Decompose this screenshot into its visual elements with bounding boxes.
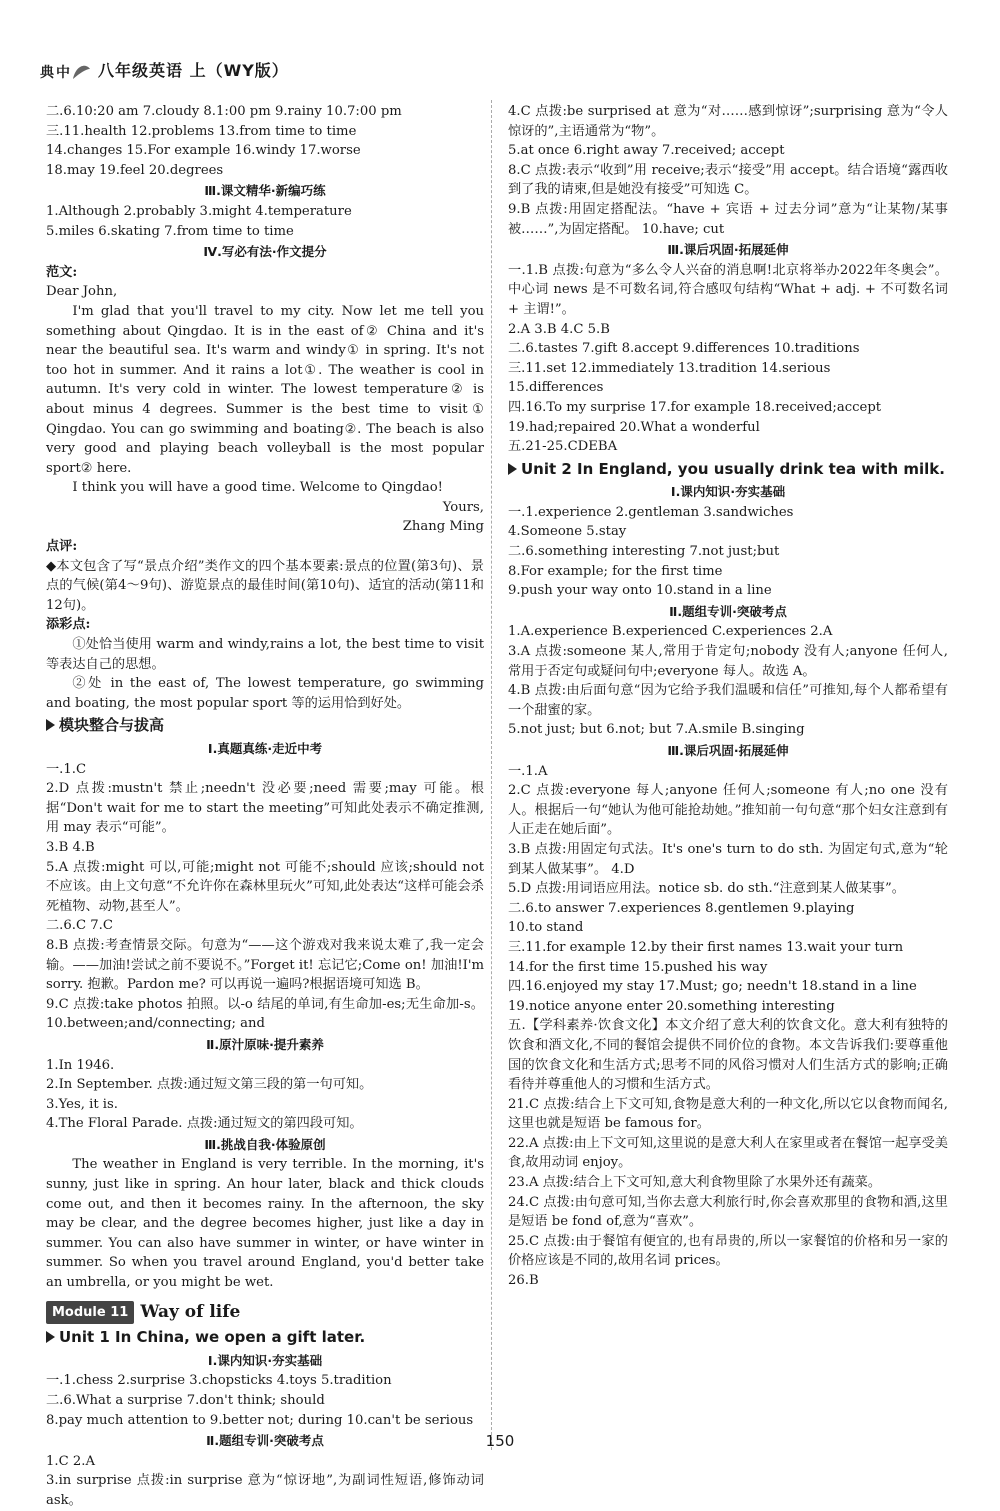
- page-number: 150: [485, 1432, 515, 1450]
- unit-heading-text: Unit 2 In England, you usually drink tea with milk.: [521, 459, 945, 478]
- section-heading: Ⅰ.课内知识·夯实基础: [670, 484, 786, 500]
- answer-line: 19.notice anyone enter 20.something interesting: [508, 998, 835, 1014]
- answer-line: 2.D 点拨:mustn't 禁止;needn't 没必要;need 需要;may 可能。根据“Don't wait for me to start the meeting”可知此处表示不确定推测,用 may 表示“可能”。: [46, 781, 484, 836]
- left-column: [46, 102, 484, 1511]
- answer-line: 10.to stand: [508, 920, 584, 936]
- section-heading: Ⅲ.挑战自我·体验原创: [204, 1136, 326, 1152]
- answer-line: 8.C 点拨:表示“收到”用 receive;表示“接受”用 accept。结合语境“露西收到了我的请柬,但是她没有接受”可知选 C。: [508, 162, 948, 198]
- answer-line: 三.11.set 12.immediately 13.tradition 14.serious: [508, 360, 831, 376]
- essay-signature: Zhang Ming: [402, 519, 484, 535]
- essay-closing: Yours,: [442, 499, 484, 515]
- section-heading: Ⅱ.原汁原味·提升素养: [206, 1036, 324, 1052]
- unit-heading: [46, 1328, 484, 1348]
- highlight-label: 添彩点:: [46, 617, 91, 633]
- section-heading: Ⅲ.课后巩固·拓展延伸: [667, 743, 789, 758]
- answer-line: 2.C 点拨:everyone 每人;anyone 任何人;someone 有人;no one 没有人。根据后一句“她认为他可能抢劫她。”推知前一句句意“那个妇女注意到有人正走在她后面”。: [508, 783, 948, 838]
- triangle-bullet-icon: [46, 719, 55, 731]
- answer-line: 8.For example; for the first time: [508, 563, 723, 579]
- answer-line: 3.B 点拨:用固定句式法。It's one's turn to do sth. 为固定句式,意为“轮到某人做某事”。 4.D: [508, 841, 948, 877]
- answer-line: 23.A 点拨:结合上下文可知,意大利食物里除了水果外还有蔬菜。: [508, 1175, 882, 1191]
- comment-text: ◆本文包含了写“景点介绍”类作文的四个基本要素:景点的位置(第3句)、景点的气候(第4～9句)、游览景点的最佳时间(第10句)、适宜的活动(第11和12句)。: [46, 558, 484, 613]
- svg-text:中: 中: [56, 65, 70, 81]
- answer-line: 9.push your way onto 10.stand in a line: [508, 583, 772, 599]
- answer-line: 2.A 3.B 4.C 5.B: [508, 321, 610, 337]
- answer-line: 8.pay much attention to 9.better not; during 10.can't be serious: [46, 1412, 474, 1428]
- section-heading: Ⅳ.写必有法·作文提分: [203, 244, 327, 260]
- answer-line: 15.differences: [508, 380, 604, 396]
- answer-line: 1.A.experience B.experienced C.experiences 2.A: [508, 624, 833, 640]
- answer-line: 22.A 点拨:由上下文可知,这里说的是意大利人在家里或者在餐馆一起享受美食,故用动词 enjoy。: [508, 1135, 948, 1171]
- section-heading: Ⅲ.课文精华·新编巧练: [204, 183, 326, 199]
- answer-line: 8.B 点拨:考查情景交际。句意为“——这个游戏对我来说太难了,我一定会输。——加油!尝试之前不要说不。”Forget it! 忘记它;Come on! 加油!I'm sorry. 抱歉。Pardon me? 可以再说一遍吗?根据语境可知选 B。: [46, 937, 484, 993]
- answer-line: 二.6.something interesting 7.not just;but: [508, 544, 780, 560]
- answer-line: 四.16.To my surprise 17.for example 18.received;accept: [508, 399, 882, 415]
- triangle-bullet-icon: [508, 463, 517, 475]
- svg-text:典: 典: [40, 65, 54, 81]
- answer-line: 9.C 点拨:take photos 拍照。以-o 结尾的单词,有生命加-es;无生命加-s。 10.between;and/connecting; and: [46, 996, 484, 1032]
- module-title: Way of life: [140, 1301, 241, 1322]
- answer-line: 4.B 点拨:由后面句意“因为它给予我们温暖和信任”可推知,每个人都希望有一个甜蜜的家。: [508, 683, 948, 718]
- answer-line: 24.C 点拨:由句意可知,当你去意大利旅行时,你会喜欢那里的食物和酒,这里是短语 be fond of,意为“喜欢”。: [508, 1194, 948, 1230]
- answer-line: 一.1.C: [46, 761, 87, 777]
- answer-line: 5.not just; but 6.not; but 7.A.smile B.singing: [508, 722, 805, 738]
- answer-line: 二.6.What a surprise 7.don't think; should: [46, 1393, 325, 1408]
- answer-line: 一.1.experience 2.gentleman 3.sandwiches: [508, 504, 794, 520]
- answer-line: 3.A 点拨:someone 某人,常用于肯定句;nobody 没有人;anyone 任何人,常用于否定句或疑问句中;everyone 每人。故选 A。: [508, 644, 948, 679]
- answer-line: 一.1.B 点拨:句意为“多么令人兴奋的消息啊!北京将举办2022年冬奥会”。中心词 news 是不可数名词,符合感叹句结构“What + adj. + 不可数名词 + 主谓!”。: [508, 262, 948, 317]
- answer-line: 三.11.for example 12.by their first names 13.wait your turn: [508, 939, 904, 955]
- answer-line: 25.C 点拨:由于餐馆有便宜的,也有昂贵的,所以一家餐馆的价格和另一家的价格应该是不同的,故用名词 prices。: [508, 1233, 948, 1269]
- answer-line: 4.The Floral Parade. 点拨:通过短文的第四段可知。: [46, 1116, 363, 1132]
- answer-line: 19.had;repaired 20.What a wonderful: [508, 419, 760, 435]
- answer-line: 一.1.A: [508, 763, 548, 779]
- answer-line: 二.6.C 7.C: [46, 918, 113, 934]
- answer-line: 1.C 2.A: [46, 1453, 95, 1469]
- answer-line: 4.C 点拨:be surprised at 意为“对……感到惊讶”;surprising 意为“令人惊讶的”,主语通常为“物”。: [508, 104, 948, 139]
- model-essay: [46, 263, 484, 537]
- answer-line: 5.A 点拨:might 可以,可能;might not 可能不;should 应该;should not 不应该。由上文句意“不允许你在森林里玩火”可知,此处表达“这样可能会杀死植物、动物,甚至人”。: [46, 859, 484, 914]
- passage-text: The weather in England is very terrible. In the morning, it's sunny, just like in spring. An hour later, black and thick clouds come out, and then it becomes rainy. In the afternoon, the sky may be clear, and the degree becomes higher, just like a day in summer. You can also have summer in winter, or have winter in summer. So when you travel around England, you'd better take an umbrella, or you might be wet.: [46, 1157, 484, 1291]
- highlight-item: ①处恰当使用 warm and windy,rains a lot, the best time to visit 等表达自己的思想。: [46, 637, 484, 672]
- answer-line: 二.6.to answer 7.experiences 8.gentlemen 9.playing: [508, 900, 855, 916]
- answer-line: 1.In 1946.: [46, 1057, 115, 1073]
- answer-line: 9.B 点拨:用固定搭配法。“have + 宾语 + 过去分词”意为“让某物/某事被……”,为固定搭配。 10.have; cut: [508, 201, 948, 237]
- answer-line: 五.【学科素养·饮食文化】本文介绍了意大利的饮食文化。意大利有独特的饮食和酒文化,不同的餐馆会提供不同价位的食物。本文告诉我们:要尊重他国的饮食文化和生活方式;思考不同的风俗习惯对人们生活方式的影响;正确看待并尊重他人的习惯和生活方式。: [508, 1018, 948, 1093]
- essay-body: I think you will have a good time. Welcome to Qingdao!: [72, 480, 443, 496]
- answer-line: 二.6.tastes 7.gift 8.accept 9.differences 10.traditions: [508, 341, 860, 357]
- right-column: [508, 102, 948, 1291]
- answer-line: 4.Someone 5.stay: [508, 524, 627, 540]
- answer-line: 3.Yes, it is.: [46, 1096, 118, 1112]
- page-header: [40, 58, 289, 84]
- answer-line: 14.changes 15.For example 16.windy 17.worse: [46, 143, 361, 159]
- module-badge: Module 11: [46, 1301, 134, 1325]
- page-title: 八年级英语 上（WY版）: [98, 61, 289, 81]
- unit-heading-text: Unit 1 In China, we open a gift later.: [59, 1328, 366, 1347]
- answer-line: 26.B: [508, 1273, 539, 1289]
- comment-label: 点评:: [46, 539, 78, 555]
- section-heading: Ⅰ.课内知识·夯实基础: [207, 1352, 323, 1368]
- section-heading: Ⅱ.题组专训·突破考点: [206, 1433, 324, 1449]
- section-heading: Ⅱ.题组专训·突破考点: [669, 603, 787, 619]
- section-heading: Ⅲ.课后巩固·拓展延伸: [667, 242, 789, 258]
- highlight-item: ②处 in the east of, The lowest temperature, go swimming and boating, the most popular sport 等的运用恰到好处。: [46, 676, 484, 711]
- answer-line: 5.miles 6.skating 7.from time to time: [46, 223, 294, 239]
- answer-line: 5.D 点拨:用词语应用法。notice sb. do sth.“注意到某人做某事”。: [508, 881, 905, 897]
- answer-line: 一.1.chess 2.surprise 3.chopsticks 4.toys 5.tradition: [46, 1373, 392, 1389]
- book-logo-icon: [40, 59, 92, 83]
- answer-line: 五.21-25.CDEBA: [508, 439, 618, 455]
- answer-line: 18.may 19.feel 20.degrees: [46, 162, 224, 178]
- answer-line: 二.6.10:20 am 7.cloudy 8.1:00 pm 9.rainy 10.7:00 pm: [46, 104, 402, 119]
- answer-line: 5.at once 6.right away 7.received; accept: [508, 143, 785, 159]
- module-heading: [46, 1301, 484, 1325]
- answer-line: 21.C 点拨:结合上下文可知,食物是意大利的一种文化,所以它以食物而闻名,这里也就是短语 be famous for。: [508, 1096, 948, 1132]
- answer-line: 四.16.enjoyed my stay 17.Must; go; needn't 18.stand in a line: [508, 979, 917, 995]
- essay-greeting: Dear John,: [46, 284, 118, 300]
- unit-heading: [508, 460, 948, 480]
- answer-line: 3.in surprise 点拨:in surprise 意为“惊讶地”,为副词性短语,修饰动词 ask。: [46, 1473, 484, 1508]
- unit-heading-text: 模块整合与拔高: [59, 716, 165, 735]
- answer-line: 1.Although 2.probably 3.might 4.temperature: [46, 203, 352, 219]
- essay-body: I'm glad that you'll travel to my city. Now let me tell you something about Qingdao. It is in the east of② China and it's near the beautiful sea. It's warm and windy① in spring. It's not too hot in summer. And it rains a lot①. The weather is cool in autumn. It's very cold in winter. The lowest temperature② is about minus 4 degrees. Summer is the best time to visit① Qingdao. You can go swimming and boating②. The beach is also very good and playing beach volleyball is the most popular sport② here.: [46, 303, 484, 476]
- answer-line: 三.11.health 12.problems 13.from time to time: [46, 123, 357, 139]
- section-heading: Ⅰ.真题真练·走近中考: [207, 741, 323, 756]
- triangle-bullet-icon: [46, 1331, 55, 1343]
- column-divider: [491, 100, 492, 1450]
- answer-line: 3.B 4.B: [46, 839, 95, 855]
- answer-line: 2.In September. 点拨:通过短文第三段的第一句可知。: [46, 1077, 373, 1093]
- essay-label: 范文:: [46, 264, 78, 280]
- answer-line: 14.for the first time 15.pushed his way: [508, 959, 768, 975]
- unit-heading: [46, 716, 484, 736]
